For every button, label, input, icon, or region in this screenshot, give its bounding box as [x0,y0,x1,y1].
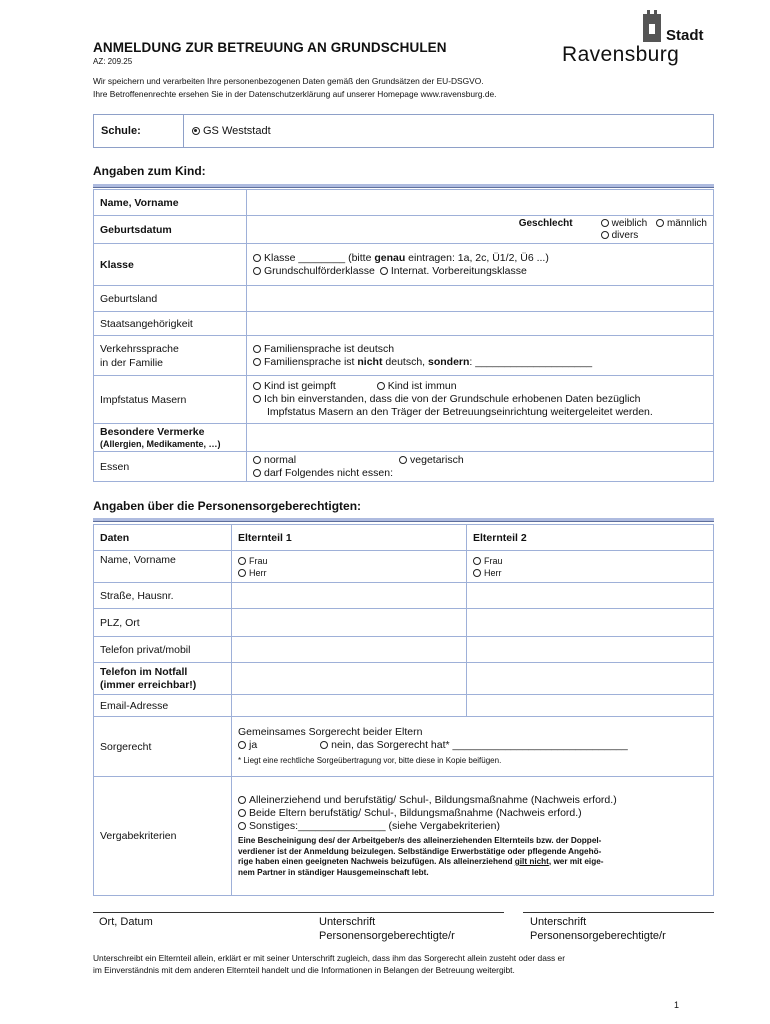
parent2-emergency-field[interactable] [467,663,714,695]
option-lang-german[interactable]: Familiensprache ist deutsch [253,343,707,356]
radio-icon[interactable] [238,822,246,830]
radio-icon[interactable] [377,382,385,390]
option-custody-yes[interactable]: ja [238,739,257,751]
parent1-zip-field[interactable] [232,609,467,637]
notes-field[interactable] [247,424,714,452]
label-birthdate: Geburtsdatum [94,216,247,244]
place-date-label: Ort, Datum [99,916,153,928]
label-notes: Besondere Vermerke (Allergien, Medikamente, …) [94,424,247,452]
page-number: 1 [674,1000,680,1010]
option-vegetarian[interactable]: vegetarisch [399,454,464,466]
parents-table [93,524,714,896]
radio-icon[interactable] [238,796,246,804]
signature-line-2 [523,912,714,913]
criteria-notice: Eine Bescheinigung des/ der Arbeitgeber/s des alleinerziehenden Elternteils bzw. der Doppel- verdiener ist der Anmeldung beizulegen. Selbständige Erwerbstätige oder pflegende Angehö- rige haben einen geeigneten Nachweis beizufügen. Als alleinerziehend gilt nicht, wer mit eige- nem Partner in ständiger Hausgemeinschaft lebt. [238,836,604,877]
parent1-herr[interactable]: Herr [238,568,460,580]
parent1-frau[interactable]: Frau [238,556,460,568]
radio-icon[interactable] [238,557,246,565]
radio-icon[interactable] [656,219,664,227]
parent1-phone-field[interactable] [232,637,467,663]
parent2-name-field[interactable] [467,551,714,583]
label-food: Essen [94,452,247,482]
parent1-street-field[interactable] [232,583,467,609]
option-weiblich[interactable]: weiblich [601,218,648,229]
form-title: ANMELDUNG ZUR BETREUUNG AN GRUNDSCHULEN [93,40,447,55]
logo-city: Ravensburg [562,43,680,66]
option-divers[interactable]: divers [601,230,639,241]
radio-icon[interactable] [238,569,246,577]
child-table [93,189,714,482]
school-box [93,114,714,148]
parent2-email-field[interactable] [467,695,714,717]
radio-icon[interactable] [253,358,261,366]
parent2-street-field[interactable] [467,583,714,609]
option-maennlich[interactable]: männlich [656,218,707,229]
radio-icon[interactable] [253,267,261,275]
radio-icon[interactable] [473,557,481,565]
custody-note: * Liegt eine rechtliche Sorgeübertragung vor, bitte diese in Kopie beifügen. [238,756,502,765]
radio-icon[interactable] [320,741,328,749]
radio-icon[interactable] [253,395,261,403]
parents-section-heading: Angaben über die Personensorgeberechtigten: [93,499,362,513]
radio-icon[interactable] [253,254,261,262]
school-label: Schule: [94,115,184,147]
school-value: GS Weststadt [203,125,271,137]
parent1-name-field[interactable] [232,551,467,583]
radio-icon[interactable] [238,741,246,749]
parent1-emergency-field[interactable] [232,663,467,695]
radio-icon[interactable] [473,569,481,577]
school-option[interactable] [184,115,271,147]
option-gfk[interactable]: Grundschulförderklasse [253,265,375,277]
option-restrictions[interactable]: darf Folgendes nicht essen: [253,467,707,480]
radio-icon[interactable] [399,456,407,464]
label-emergency: Telefon im Notfall (immer erreichbar!) [94,663,232,695]
parent2-phone-field[interactable] [467,637,714,663]
parent2-zip-field[interactable] [467,609,714,637]
radio-icon[interactable] [380,267,388,275]
radio-icon[interactable] [238,809,246,817]
logo-stadt: Stadt [666,27,704,44]
radio-icon[interactable] [601,219,609,227]
city-logo [558,10,718,70]
label-language: Verkehrssprache in der Familie [94,336,247,376]
option-consent[interactable]: Ich bin einverstanden, dass die von der Grundschule erhobenen Daten bezüglich [253,393,707,406]
col-parent-2: Elternteil 2 [467,525,714,551]
section-divider [93,184,714,188]
radio-icon[interactable] [253,456,261,464]
option-other[interactable]: Sonstiges:_______________ (siehe Vergabekriterien) [238,820,707,833]
option-vaccinated[interactable]: Kind ist geimpft [253,380,336,392]
radio-selected-icon[interactable] [192,127,200,135]
label-criteria: Vergabekriterien [94,777,232,896]
option-custody-no[interactable]: nein, das Sorgerecht hat* ______________________________ [320,739,628,751]
label-email: Email-Adresse [94,695,232,717]
custody-heading: Gemeinsames Sorgerecht beider Eltern [238,726,423,738]
child-section-heading: Angaben zum Kind: [93,164,206,178]
label-name: Name, Vorname [94,190,247,216]
signature-line-1 [93,912,504,913]
label-nationality: Staatsangehörigkeit [94,312,247,336]
label-class: Klasse [94,244,247,286]
parent1-email-field[interactable] [232,695,467,717]
label-parent-name: Name, Vorname [94,551,232,583]
radio-icon[interactable] [253,382,261,390]
privacy-line-2: Ihre Betroffenenrechte ersehen Sie in der Datenschutzerklärung auf unserer Homepage www.ravensburg.de. [93,88,497,99]
radio-icon[interactable] [253,345,261,353]
birthdate-field[interactable] [247,216,714,244]
signature-parent-2[interactable]: Unterschrift Personensorgeberechtigte/r [530,916,666,942]
label-street: Straße, Hausnr. [94,583,232,609]
option-normal[interactable]: normal [253,454,296,466]
option-klasse[interactable]: Klasse ________ (bitte genau eintragen: 1a, 2c, Ü1/2, Ü6 ...) [253,252,707,265]
label-zip: PLZ, Ort [94,609,232,637]
option-both-parents[interactable]: Beide Eltern berufstätig/ Schul-, Bildungsmaßnahme (Nachweis erford.) [238,807,707,820]
option-internat[interactable]: Internat. Vorbereitungsklasse [380,265,527,277]
label-phone: Telefon privat/mobil [94,637,232,663]
child-name-field[interactable] [247,190,714,216]
radio-icon[interactable] [601,231,609,239]
option-immune[interactable]: Kind ist immun [377,380,457,392]
parent2-herr[interactable]: Herr [473,568,707,580]
parent2-frau[interactable]: Frau [473,556,707,568]
file-reference: AZ: 209.25 [93,57,133,66]
consent-text-2: Impfstatus Masern an den Träger der Betreuungseinrichtung weitergeleitet werden. [267,406,653,418]
label-custody: Sorgerecht [94,717,232,777]
option-single-parent[interactable]: Alleinerziehend und berufstätig/ Schul-, Bildungsmaßnahme (Nachweis erford.) [238,794,707,807]
footer-note: Unterschreibt ein Elternteil allein, erklärt er mit seiner Unterschrift zugleich, dass ihm das Sorgerecht allein zusteht oder dass er im Einverständnis mit dem anderen Elternteil handelt und die Informationen in Belangen der Betreuung weitergibt. [93,953,566,975]
signature-parent-1[interactable]: Unterschrift Personensorgeberechtigte/r [319,916,455,942]
privacy-notice [93,75,693,100]
col-daten: Daten [94,525,232,551]
gender-label: Geschlecht [518,217,573,229]
privacy-line-1: Wir speichern und verarbeiten Ihre personenbezogenen Daten gemäß den Grundsätzen der EU-DSGVO. [93,76,484,86]
label-birthplace: Geburtsland [94,286,247,312]
tower-icon [641,10,663,42]
section-divider [93,518,714,522]
nationality-field[interactable] [247,312,714,336]
option-lang-other[interactable]: Familiensprache ist nicht deutsch, sondern: ____________________ [253,356,707,369]
col-parent-1: Elternteil 1 [232,525,467,551]
radio-icon[interactable] [253,469,261,477]
label-measles: Impfstatus Masern [94,376,247,424]
birthplace-field[interactable] [247,286,714,312]
